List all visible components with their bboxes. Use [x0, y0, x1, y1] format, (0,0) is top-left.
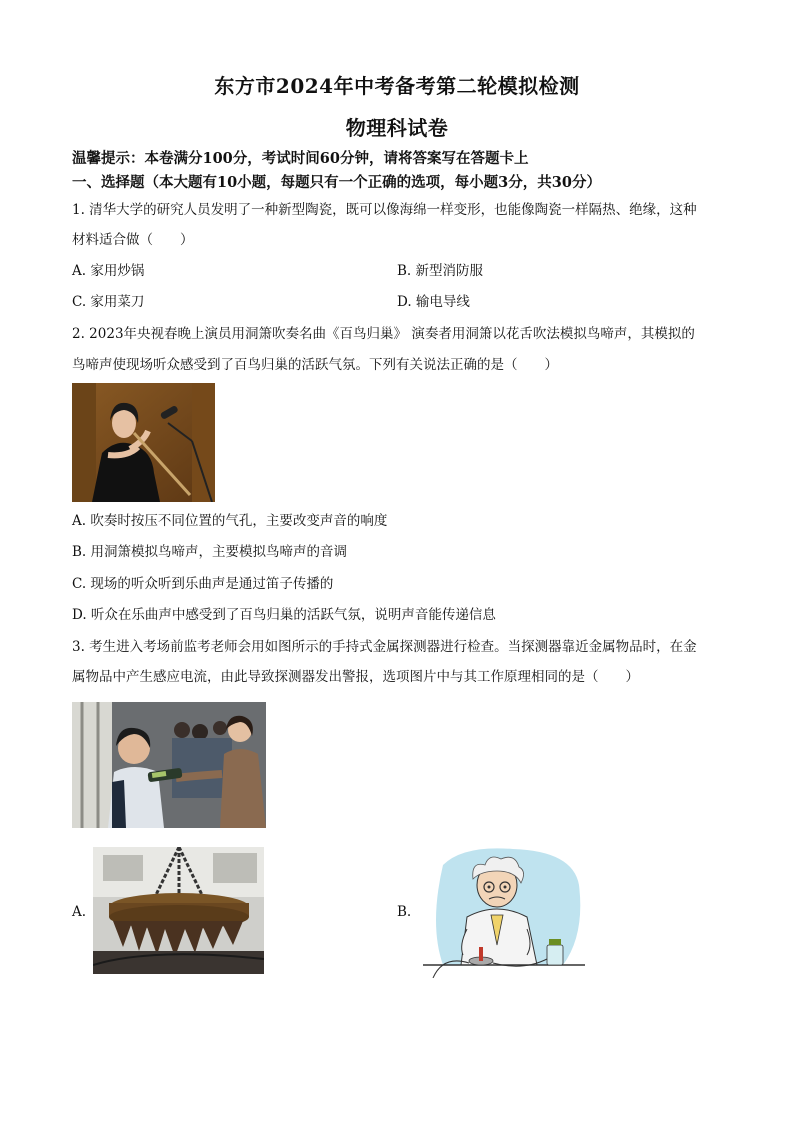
question-3-option-b: B. [397, 904, 412, 920]
page-title: 东方市2024年中考备考第二轮模拟检测 [214, 74, 580, 98]
exam-notice: 温馨提示：本卷满分100分，考试时间60分钟，请将答案写在答题卡上 [72, 150, 529, 167]
question-2-text-line2: 鸟啼声使现场听众感受到了百鸟归巢的活跃气氛。下列有关说法正确的是（ ） [72, 357, 558, 373]
question-1-text-line1: 1. 清华大学的研究人员发明了一种新型陶瓷，既可以像海绵一样变形，也能像陶瓷一样隔热、绝缘，这种 [72, 202, 697, 218]
question-1-option-a: A. 家用炒锅 [72, 263, 145, 279]
question-2-option-a: A. 吹奏时按压不同位置的气孔，主要改变声音的响度 [72, 513, 388, 529]
page-subtitle: 物理科试卷 [345, 116, 449, 140]
question-2-option-d: D. 听众在乐曲声中感受到了百鸟归巢的活跃气氛，说明声音能传递信息 [72, 607, 496, 623]
metal-detector-photo [72, 702, 266, 828]
question-1-option-c: C. 家用菜刀 [72, 294, 145, 310]
question-1-text-line2: 材料适合做（ ） [72, 232, 194, 248]
electromagnet-crane-photo [93, 847, 264, 974]
question-2-option-b: B. 用洞箫模拟鸟啼声，主要模拟鸟啼声的音调 [72, 544, 348, 560]
question-2-text-line1: 2. 2023年央视春晚上演员用洞箫吹奏名曲《百鸟归巢》 演奏者用洞箫以花舌吹法模拟鸟啼声，其模拟的 [72, 326, 695, 342]
section-heading: 一、选择题（本大题有10小题，每题只有一个正确的选项，每小题3分，共30分） [72, 174, 601, 191]
question-3-option-a: A. [72, 904, 87, 920]
question-3-text-line2: 属物品中产生感应电流，由此导致探测器发出警报，选项图片中与其工作原理相同的是（ ） [72, 669, 639, 685]
performer-photo [72, 383, 215, 502]
question-1-option-d: D. 输电导线 [397, 294, 470, 310]
question-2-option-c: C. 现场的听众听到乐曲声是通过笛子传播的 [72, 576, 334, 592]
question-1-option-b: B. 新型消防服 [397, 263, 484, 279]
scientist-experiment-illustration [423, 845, 585, 978]
question-3-text-line1: 3. 考生进入考场前监考老师会用如图所示的手持式金属探测器进行检查。当探测器靠近金属物品时，在金 [72, 639, 697, 655]
